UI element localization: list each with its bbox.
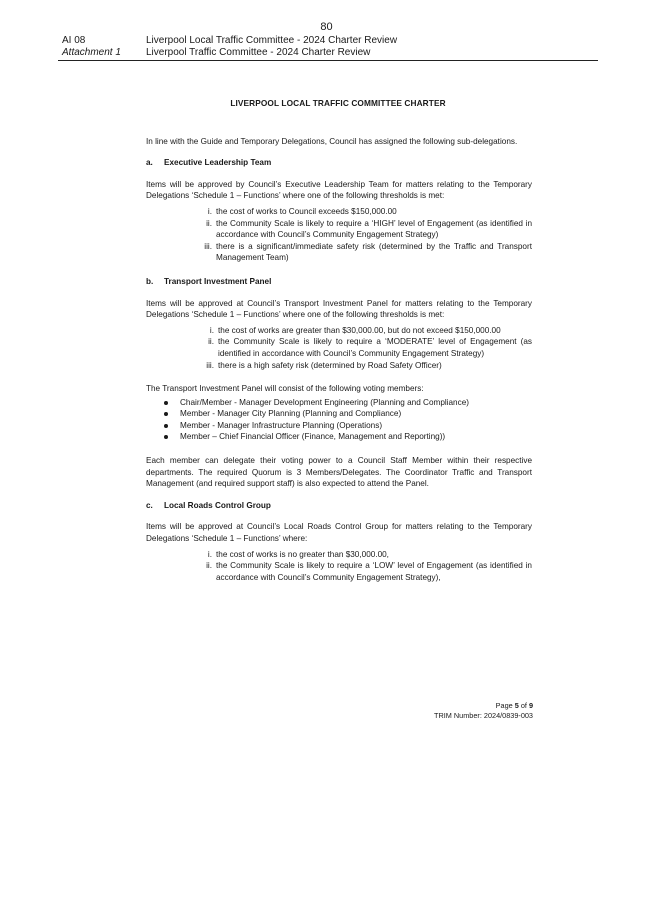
bullet-icon — [164, 435, 168, 439]
header-row-attachment — [62, 47, 370, 58]
page-current: 5 — [514, 701, 519, 710]
section-heading-executive-leadership — [146, 157, 532, 169]
list-text: the cost of works are greater than $30,000.00, but do not exceed $150,000.00 — [218, 325, 501, 335]
list-item — [208, 336, 532, 359]
list-text: the Community Scale is likely to require a ‘LOW’ level of Engagement (as identified in accordance with Council’s Community Engagement Strategy), — [216, 561, 532, 582]
section-letter: c. — [146, 500, 153, 510]
delegation-paragraph: Each member can delegate their voting power to a Council Staff Member within their respective departments. The required Quorum is 3 Members/Delegates. The Coordinator Traffic and Transport Management (and required support staff) is also expected to attend the Panel. — [146, 456, 532, 489]
bullet-icon — [164, 401, 168, 405]
document-page-number: 80 — [320, 21, 333, 33]
section-intro: Items will be approved by Council’s Executive Leadership Team for matters relating to the Temporary Delegations ‘Schedule 1 – Functions’ where one of the following thresholds is met: — [146, 179, 532, 201]
section-heading-transport-investment — [146, 276, 532, 288]
list-number: i. — [207, 206, 212, 216]
list-number: i. — [209, 325, 214, 335]
page-prefix: Page — [495, 701, 515, 710]
header-row-agenda-item — [62, 35, 397, 46]
members-intro: The Transport Investment Panel will consist of the following voting members: — [146, 384, 424, 394]
member-text: Member - Manager City Planning (Planning and Compliance) — [180, 409, 402, 419]
list-item — [207, 549, 532, 561]
list-text: the cost of works is no greater than $30,000.00, — [216, 549, 389, 559]
section-letter: b. — [146, 276, 154, 286]
list-text: the cost of works to Council exceeds $150,000.00 — [216, 206, 397, 216]
agenda-item-label: AI 08 — [62, 35, 86, 46]
threshold-list — [146, 325, 532, 371]
page-footer — [434, 701, 533, 721]
intro-paragraph: In line with the Guide and Temporary Delegations, Council has assigned the following sub-delegations. — [146, 136, 518, 146]
header-divider — [58, 60, 598, 61]
page-counter — [434, 701, 533, 711]
list-item — [180, 420, 532, 432]
document-body — [146, 98, 532, 595]
list-item — [204, 241, 532, 264]
page-of: of — [518, 701, 529, 710]
list-text: the Community Scale is likely to require a ‘MODERATE’ level of Engagement (as identified in accordance with Council’s Community Engagement Strategy) — [218, 337, 532, 358]
attachment-label: Attachment 1 — [62, 47, 121, 58]
list-item — [206, 360, 532, 372]
list-number: ii. — [206, 561, 212, 571]
list-number: iii. — [206, 360, 214, 370]
page-total: 9 — [528, 701, 533, 710]
list-item — [180, 431, 532, 443]
trim-number: TRIM Number: 2024/0839-003 — [434, 711, 533, 720]
bullet-icon — [164, 412, 168, 416]
list-text: the Community Scale is likely to require a ‘HIGH’ level of Engagement (as identified in accordance with Council’s Community Engagement Strategy) — [216, 218, 532, 240]
agenda-item-title: Liverpool Local Traffic Committee - 2024 Charter Review — [146, 35, 398, 46]
list-item — [206, 218, 532, 241]
member-text: Member - Manager Infrastructure Planning (Operations) — [180, 420, 383, 430]
list-item — [180, 397, 532, 409]
list-item — [209, 325, 532, 337]
section-heading-local-roads — [146, 500, 532, 512]
attachment-title: Liverpool Traffic Committee - 2024 Charter Review — [146, 47, 371, 58]
member-text: Member – Chief Financial Officer (Finance, Management and Reporting)) — [180, 432, 446, 442]
section-title: Local Roads Control Group — [164, 500, 271, 510]
section-letter: a. — [146, 158, 153, 168]
section-title: Transport Investment Panel — [164, 276, 272, 286]
document-title: LIVERPOOL LOCAL TRAFFIC COMMITTEE CHARTER — [230, 98, 446, 108]
section-intro: Items will be approved at Council’s Local Roads Control Group for matters relating to the Temporary Delegations ‘Schedule 1 – Functions’ where: — [146, 522, 532, 544]
list-item — [206, 560, 532, 583]
list-item — [207, 206, 532, 218]
list-item — [180, 408, 532, 420]
list-number: i. — [207, 549, 212, 559]
list-number: ii. — [208, 337, 214, 347]
list-text: there is a significant/immediate safety risk (determined by the Traffic and Transport Management Team) — [216, 241, 532, 263]
member-text: Chair/Member - Manager Development Engineering (Planning and Compliance) — [180, 397, 469, 407]
voting-members-list — [146, 397, 532, 443]
section-title: Executive Leadership Team — [164, 158, 272, 168]
threshold-list — [146, 549, 532, 584]
threshold-list — [146, 206, 532, 264]
list-number: ii. — [206, 218, 212, 228]
bullet-icon — [164, 424, 168, 428]
section-intro: Items will be approved at Council’s Transport Investment Panel for matters relating to the Temporary Delegations ‘Schedule 1 – Functions’ where one of the following thresholds is met: — [146, 298, 532, 320]
list-number: iii. — [204, 241, 212, 251]
list-text: there is a high safety risk (determined by Road Safety Officer) — [218, 360, 442, 370]
